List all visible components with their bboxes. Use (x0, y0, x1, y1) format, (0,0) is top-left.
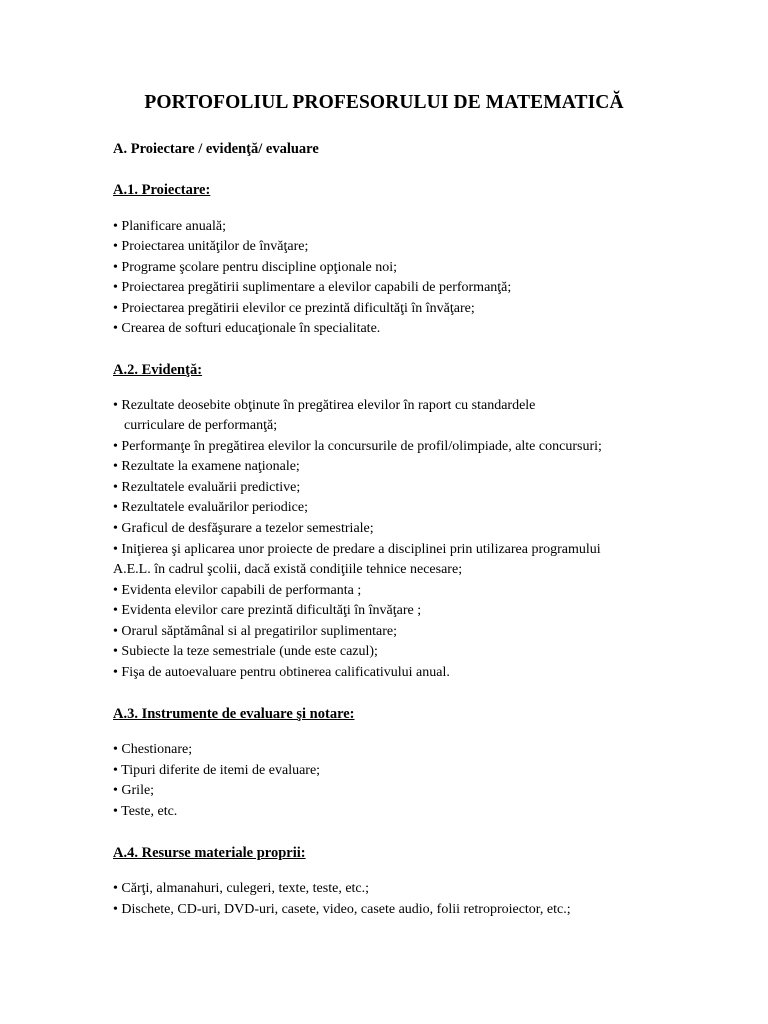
a2-list-item: • Rezultatele evaluării predictive; (113, 480, 301, 495)
a3-list-item: • Tipuri diferite de itemi de evaluare; (113, 763, 321, 778)
a2-list-item: • Rezultate la examene naţionale; (113, 459, 300, 474)
a2-list-item: • Fişa de autoevaluare pentru obtinerea calificativului anual. (113, 665, 450, 680)
a1-list-item: • Proiectarea pregătirii suplimentare a elevilor capabili de performanţă; (113, 280, 512, 295)
a1-list-item: • Programe şcolare pentru discipline opţionale noi; (113, 260, 398, 275)
section-a3-heading: A.3. Instrumente de evaluare şi notare: (113, 706, 355, 722)
a3-list-item: • Teste, etc. (113, 804, 178, 819)
a2-list-item-continuation: A.E.L. în cadrul şcolii, dacă există condiţiile tehnice necesare; (113, 562, 463, 577)
a2-list-item-continuation: curriculare de performanţă; (124, 418, 278, 433)
a1-list-item: • Proiectarea unităţilor de învăţare; (113, 239, 309, 254)
document-title: PORTOFOLIUL PROFESORULUI DE MATEMATICĂ (144, 92, 624, 113)
a2-list-item: • Performanţe în pregătirea elevilor la concursurile de profil/olimpiade, alte concursuri; (113, 439, 602, 454)
a2-list-item: • Rezultate deosebite obţinute în pregătirea elevilor în raport cu standardele (113, 398, 536, 413)
a2-list-item: • Evidenta elevilor care prezintă dificultăţi în învăţare ; (113, 603, 422, 618)
a1-list-item: • Crearea de softuri educaţionale în specialitate. (113, 321, 381, 336)
a2-list-item: • Evidenta elevilor capabili de performanta ; (113, 583, 362, 598)
a1-list-item: • Planificare anuală; (113, 219, 226, 234)
section-a4-heading: A.4. Resurse materiale proprii: (113, 845, 306, 861)
a1-list-item: • Proiectarea pregătirii elevilor ce prezintă dificultăţi în învăţare; (113, 301, 475, 316)
section-a-heading: A. Proiectare / evidenţă/ evaluare (113, 141, 319, 157)
section-a1-heading: A.1. Proiectare: (113, 182, 211, 198)
section-a2-heading: A.2. Evidenţă: (113, 362, 203, 378)
a3-list-item: • Grile; (113, 783, 155, 798)
a2-list-item: • Iniţierea şi aplicarea unor proiecte de predare a disciplinei prin utilizarea programului (113, 542, 601, 557)
a2-list-item: • Subiecte la teze semestriale (unde este cazul); (113, 644, 378, 659)
a2-list-item: • Orarul săptămânal si al pregatirilor suplimentare; (113, 624, 398, 639)
a2-list-item: • Graficul de desfăşurare a tezelor semestriale; (113, 521, 374, 536)
a2-list-item: • Rezultatele evaluărilor periodice; (113, 500, 308, 515)
a4-list-item: • Cărţi, almanahuri, culegeri, texte, teste, etc.; (113, 881, 370, 896)
a3-list-item: • Chestionare; (113, 742, 193, 757)
a4-list-item: • Dischete, CD-uri, DVD-uri, casete, video, casete audio, folii retroproiector, etc.; (113, 902, 571, 917)
